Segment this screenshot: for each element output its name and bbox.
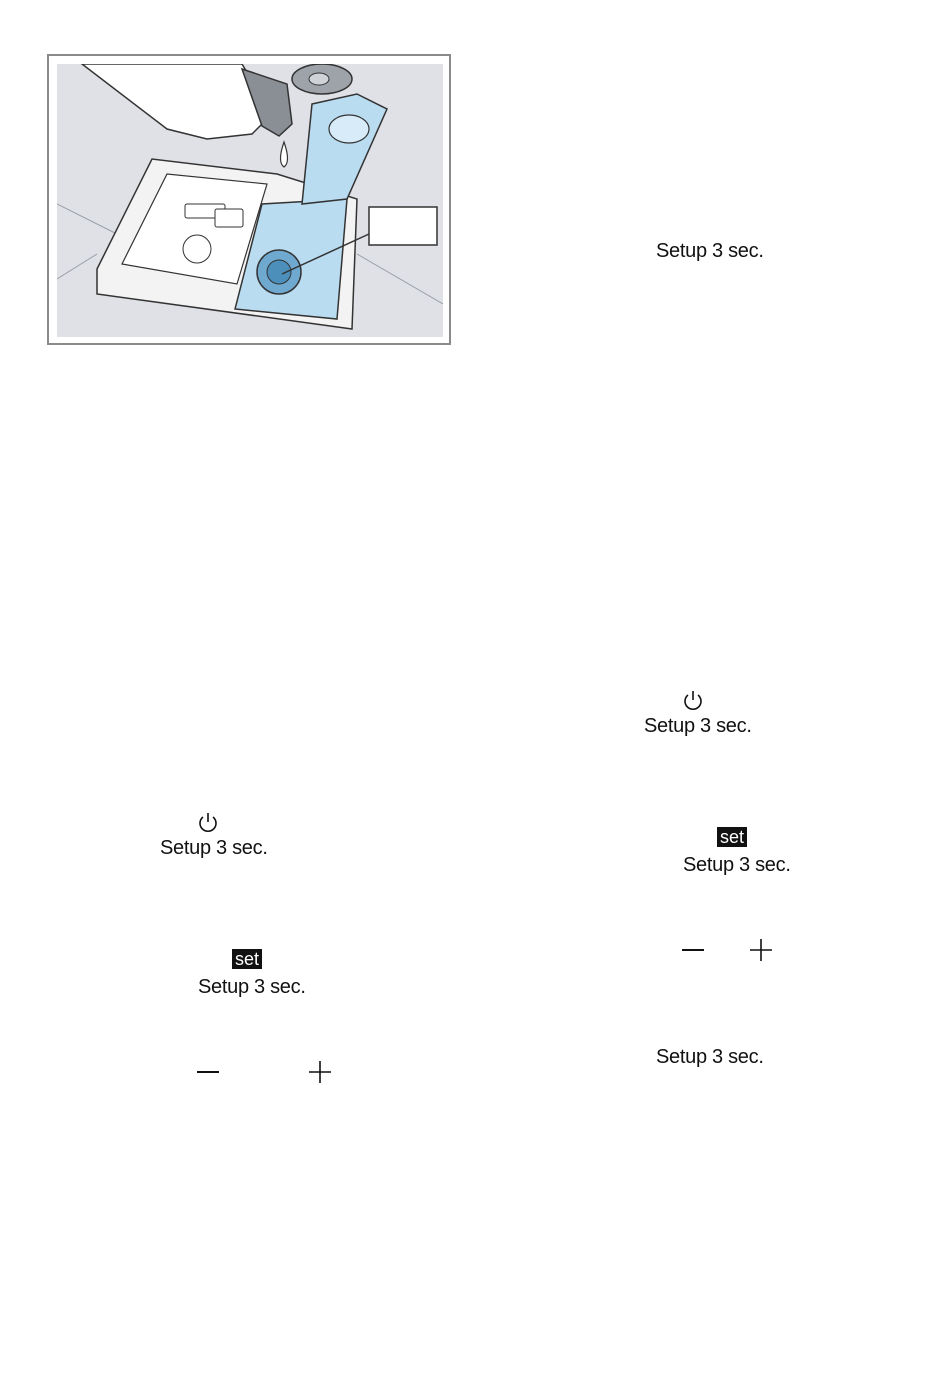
plus-icon bbox=[749, 938, 773, 962]
setup-label-power-left: Setup 3 sec. bbox=[160, 837, 268, 859]
setup-label-bottom: Setup 3 sec. bbox=[656, 1046, 764, 1068]
setup-label-top: Setup 3 sec. bbox=[656, 240, 764, 262]
setup-label-set-left: Setup 3 sec. bbox=[198, 976, 306, 998]
plus-icon bbox=[308, 1060, 332, 1084]
rinse-aid-dispenser-illustration bbox=[57, 64, 443, 337]
set-badge-right: set bbox=[717, 827, 747, 847]
illustration-frame bbox=[47, 54, 451, 345]
setup-label-set-right: Setup 3 sec. bbox=[683, 854, 791, 876]
set-badge-left: set bbox=[232, 949, 262, 969]
power-icon bbox=[682, 689, 704, 711]
minus-icon bbox=[196, 1060, 220, 1084]
power-icon bbox=[197, 811, 219, 833]
setup-label-power-right: Setup 3 sec. bbox=[644, 715, 752, 737]
minus-icon bbox=[681, 938, 705, 962]
